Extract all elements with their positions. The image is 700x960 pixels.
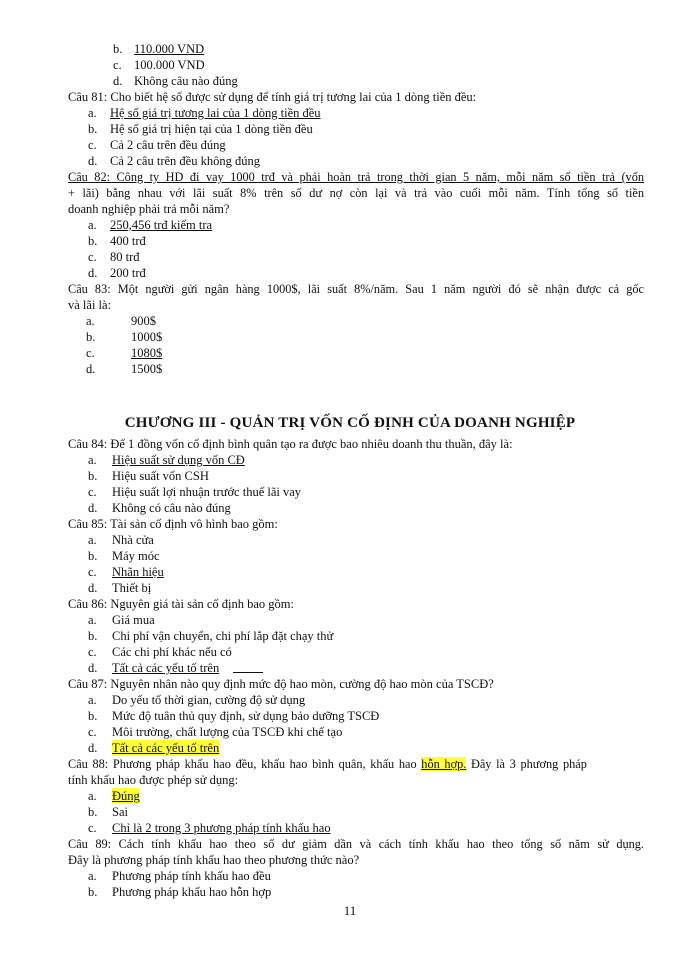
question-88-text-end: Đây là 3 phương pháp bbox=[466, 757, 587, 771]
option-text: Cả 2 câu trên đều không đúng bbox=[110, 154, 260, 168]
option-text: 80 trđ bbox=[110, 250, 140, 264]
option-text-highlighted: Đúng bbox=[112, 789, 140, 803]
option-label: c. bbox=[86, 346, 95, 360]
option-label: c. bbox=[113, 58, 122, 72]
option-label: c. bbox=[88, 485, 97, 499]
option-label: d. bbox=[86, 362, 96, 376]
option-text: Phương pháp tính khấu hao đều bbox=[112, 869, 271, 883]
option-label: a. bbox=[88, 218, 97, 232]
question-84: Câu 84: Để 1 đồng vốn cố định bình quân tạo ra được bao nhiêu doanh thu thuần, đây là: bbox=[68, 437, 513, 451]
option-text: Chỉ là 2 trong 3 phương pháp tính khấu hao bbox=[112, 821, 331, 835]
option-text: Nhà cửa bbox=[112, 533, 154, 547]
option-text: Mức độ tuân thủ quy định, sử dụng bảo dưỡng TSCĐ bbox=[112, 709, 380, 723]
highlighted-term: hỗn hợp. bbox=[421, 757, 467, 771]
option-text: Cả 2 câu trên đều đúng bbox=[110, 138, 226, 152]
option-text: 100.000 VND bbox=[134, 58, 205, 72]
option-label: d. bbox=[88, 661, 98, 675]
option-text: 1500$ bbox=[131, 362, 163, 376]
option-label: b. bbox=[86, 330, 96, 344]
option-text: 400 trđ bbox=[110, 234, 146, 248]
option-label: a. bbox=[88, 613, 97, 627]
option-text: 1080$ bbox=[131, 346, 163, 360]
option-label: a. bbox=[86, 314, 95, 328]
question-89-line-1: Câu 89: Cách tính khấu hao theo số dư giảm dần và cách tính khấu hao theo tổng số năm sử dụng. bbox=[68, 837, 644, 851]
option-label: a. bbox=[88, 453, 97, 467]
question-87: Câu 87: Nguyên nhân nào quy định mức độ hao mòn, cường độ hao mòn của TSCĐ? bbox=[68, 677, 494, 691]
question-88-line-1 bbox=[68, 756, 644, 772]
option-text: Sai bbox=[112, 805, 128, 819]
option-label: a. bbox=[88, 789, 97, 803]
question-86: Câu 86: Nguyên giá tài sản cố định bao gồm: bbox=[68, 597, 295, 611]
option-text: Nhãn hiệu bbox=[112, 565, 164, 579]
question-88-line-2: tính khấu hao được phép sử dụng: bbox=[68, 773, 239, 787]
option-text: 1000$ bbox=[131, 330, 163, 344]
option-text: Hệ số giá trị tương lai của 1 dòng tiền đều bbox=[110, 106, 321, 120]
option-label: b. bbox=[88, 234, 98, 248]
option-label: b. bbox=[88, 805, 98, 819]
question-81: Câu 81: Cho biết hệ số được sử dụng để tính giá trị tương lai của 1 dòng tiền đều: bbox=[68, 90, 477, 104]
option-text: Phương pháp khấu hao hỗn hợp bbox=[112, 885, 272, 899]
option-text-highlighted: Tất cả các yếu tố trên bbox=[112, 741, 220, 755]
option-label: d. bbox=[113, 74, 123, 88]
option-label: b. bbox=[88, 122, 98, 136]
question-82-line-2: + lãi) bằng nhau với lãi suất 8% trên số dư nợ còn lại và trả vào cuối mỗi năm. Tính tổng số tiền bbox=[68, 186, 644, 200]
option-text: 200 trđ bbox=[110, 266, 146, 280]
question-85: Câu 85: Tài sản cố định vô hình bao gồm: bbox=[68, 517, 278, 531]
option-label: b. bbox=[113, 42, 123, 56]
option-text: Tất cả các yếu tố trên bbox=[112, 661, 220, 675]
option-label: c. bbox=[88, 138, 97, 152]
option-text: Do yếu tố thời gian, cường độ sử dụng bbox=[112, 693, 306, 707]
option-label: a. bbox=[88, 533, 97, 547]
option-label: a. bbox=[88, 106, 97, 120]
option-text: Hệ số giá trị hiện tại của 1 dòng tiền đều bbox=[110, 122, 313, 136]
option-label: a. bbox=[88, 869, 97, 883]
option-label: d. bbox=[88, 266, 98, 280]
option-label: b. bbox=[88, 629, 98, 643]
option-text: 900$ bbox=[131, 314, 156, 328]
option-label: d. bbox=[88, 154, 98, 168]
option-text: 250,456 trđ kiểm tra bbox=[110, 218, 213, 232]
option-text: Giá mua bbox=[112, 613, 155, 627]
option-label: c. bbox=[88, 821, 97, 835]
option-text: Môi trường, chất lượng của TSCĐ khi chế tạo bbox=[112, 725, 343, 739]
question-82-line-3: doanh nghiệp phải trả mỗi năm? bbox=[68, 202, 230, 216]
option-label: d. bbox=[88, 501, 98, 515]
option-label: c. bbox=[88, 565, 97, 579]
question-89-line-2: Đây là phương pháp tính khấu hao theo phương thức nào? bbox=[68, 853, 360, 867]
option-label: d. bbox=[88, 581, 98, 595]
option-label: b. bbox=[88, 709, 98, 723]
option-text: 110.000 VND bbox=[134, 42, 205, 56]
option-text: Máy móc bbox=[112, 549, 160, 563]
answer-underline bbox=[233, 660, 263, 673]
option-text: Thiết bị bbox=[112, 581, 152, 595]
option-text: Hiệu suất sử dụng vốn CĐ bbox=[112, 453, 245, 467]
option-text: Hiệu suất vốn CSH bbox=[112, 469, 209, 483]
page-number: 11 bbox=[343, 903, 357, 918]
option-label: c. bbox=[88, 725, 97, 739]
option-text: Chi phí vận chuyển, chi phí lắp đặt chạy thử bbox=[112, 629, 334, 643]
option-label: b. bbox=[88, 885, 98, 899]
option-label: a. bbox=[88, 693, 97, 707]
option-label: c. bbox=[88, 645, 97, 659]
option-text: Không có câu nào đúng bbox=[112, 501, 231, 515]
question-82-line-1: Câu 82: Công ty HD đi vay 1000 trđ và phải hoàn trả trong thời gian 5 năm, mỗi năm số tiền trả (vốn bbox=[68, 170, 644, 184]
option-label: d. bbox=[88, 741, 98, 755]
option-label: b. bbox=[88, 469, 98, 483]
option-text: Không câu nào đúng bbox=[134, 74, 238, 88]
chapter-title: CHƯƠNG III - QUẢN TRỊ VỐN CỐ ĐỊNH CỦA DOANH NGHIỆP bbox=[124, 415, 576, 431]
question-83-line-2: và lãi là: bbox=[68, 298, 112, 312]
option-text: Hiệu suất lợi nhuận trước thuế lãi vay bbox=[112, 485, 302, 499]
option-text: Các chi phí khác nếu có bbox=[112, 645, 232, 659]
question-88-text: Câu 88: Phương pháp khấu hao đều, khấu hao bình quân, khấu hao bbox=[68, 757, 422, 771]
option-label: b. bbox=[88, 549, 98, 563]
option-label: c. bbox=[88, 250, 97, 264]
question-83-line-1: Câu 83: Một người gửi ngân hàng 1000$, lãi suất 8%/năm. Sau 1 năm người đó sẽ nhận được cả gốc bbox=[68, 282, 644, 296]
